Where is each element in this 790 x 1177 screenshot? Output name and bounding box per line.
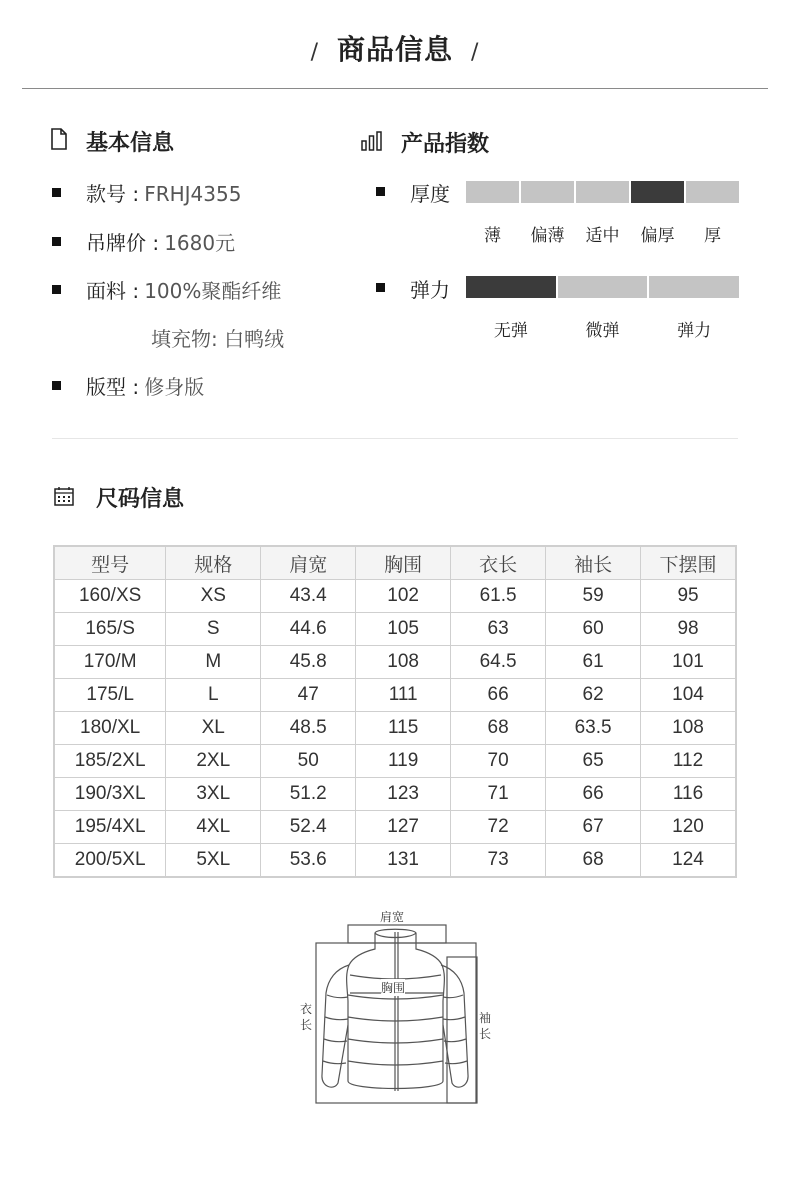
table-cell: 104 <box>641 679 736 712</box>
table-cell: 116 <box>641 778 736 811</box>
table-header-row <box>54 546 736 580</box>
scale-option-label: 偏薄 <box>530 226 565 246</box>
table-cell: 95 <box>641 580 736 613</box>
bullet-icon <box>52 285 61 294</box>
basic-info-title: 基本信息 <box>86 131 175 156</box>
table-cell: 105 <box>356 613 451 646</box>
table-cell: S <box>166 613 261 646</box>
table-row <box>54 778 736 811</box>
table-cell: 98 <box>641 613 736 646</box>
size-info-title: 尺码信息 <box>96 487 185 512</box>
length-label-2: 长 <box>300 1018 313 1032</box>
table-cell: 68 <box>451 712 546 745</box>
product-index-title: 产品指数 <box>401 132 490 157</box>
scale-segment <box>649 276 739 298</box>
elasticity-label: 弹力 <box>410 278 450 302</box>
scale-segment <box>631 181 684 203</box>
table-cell: 131 <box>356 844 451 878</box>
scale-option-label: 弹力 <box>677 321 712 341</box>
column-header: 胸围 <box>356 546 451 580</box>
header-divider <box>22 88 768 89</box>
elasticity-scale-bar <box>466 276 739 298</box>
scale-option-label: 薄 <box>484 226 501 246</box>
table-cell: 4XL <box>166 811 261 844</box>
table-cell: 61 <box>546 646 641 679</box>
chest-label: 胸围 <box>381 981 406 995</box>
table-cell: 102 <box>356 580 451 613</box>
bullet-icon <box>376 187 385 196</box>
calendar-icon <box>54 486 74 510</box>
table-cell: 124 <box>641 844 736 878</box>
bar-chart-icon <box>361 131 383 155</box>
size-table-body <box>54 580 736 878</box>
table-cell: 119 <box>356 745 451 778</box>
column-header: 规格 <box>166 546 261 580</box>
scale-option-label: 厚 <box>704 226 721 246</box>
table-cell: 65 <box>546 745 641 778</box>
scale-segment <box>466 276 556 298</box>
table-cell: 70 <box>451 745 546 778</box>
table-row <box>54 811 736 844</box>
table-cell: 3XL <box>166 778 261 811</box>
table-cell: 66 <box>451 679 546 712</box>
thickness-scale-bar <box>466 181 739 203</box>
table-cell: 190/3XL <box>54 778 166 811</box>
table-cell: 52.4 <box>261 811 356 844</box>
info-key: 吊牌价 : <box>86 231 160 255</box>
table-cell: 51.2 <box>261 778 356 811</box>
thickness-label: 厚度 <box>410 182 450 206</box>
info-value: 100%聚酯纤维 <box>144 279 282 303</box>
table-cell: 160/XS <box>54 580 166 613</box>
table-cell: 64.5 <box>451 646 546 679</box>
bullet-icon <box>52 381 61 390</box>
scale-segment <box>521 181 574 203</box>
table-cell: 120 <box>641 811 736 844</box>
table-cell: 66 <box>546 778 641 811</box>
scale-segment <box>466 181 519 203</box>
table-cell: 5XL <box>166 844 261 878</box>
table-cell: 180/XL <box>54 712 166 745</box>
info-row-fabric <box>86 275 281 304</box>
table-cell: 61.5 <box>451 580 546 613</box>
table-cell: 115 <box>356 712 451 745</box>
table-cell: 53.6 <box>261 844 356 878</box>
page-title <box>0 28 790 68</box>
table-cell: 63.5 <box>546 712 641 745</box>
table-cell: 175/L <box>54 679 166 712</box>
sleeve-label-2: 长 <box>479 1027 492 1041</box>
info-key: 面料 : <box>86 279 140 303</box>
table-cell: 47 <box>261 679 356 712</box>
table-cell: 195/4XL <box>54 811 166 844</box>
table-cell: 200/5XL <box>54 844 166 878</box>
column-header: 下摆围 <box>641 546 736 580</box>
info-value: 1680元 <box>164 231 236 255</box>
table-cell: 72 <box>451 811 546 844</box>
scale-option-label: 适中 <box>585 226 620 246</box>
table-cell: L <box>166 679 261 712</box>
bullet-icon <box>52 188 61 197</box>
table-cell: 48.5 <box>261 712 356 745</box>
table-cell: M <box>166 646 261 679</box>
table-cell: 170/M <box>54 646 166 679</box>
table-cell: 123 <box>356 778 451 811</box>
section-divider <box>52 438 738 439</box>
bullet-icon <box>52 237 61 246</box>
table-cell: 2XL <box>166 745 261 778</box>
table-cell: 185/2XL <box>54 745 166 778</box>
table-cell: 108 <box>356 646 451 679</box>
table-cell: 45.8 <box>261 646 356 679</box>
size-table <box>53 545 737 878</box>
scale-segment <box>686 181 739 203</box>
table-cell: XS <box>166 580 261 613</box>
table-cell: 165/S <box>54 613 166 646</box>
info-value: FRHJ4355 <box>144 182 242 206</box>
info-row-price <box>86 227 235 256</box>
elasticity-scale-labels <box>466 316 739 341</box>
table-cell: 71 <box>451 778 546 811</box>
sleeve-label-1: 袖 <box>479 1011 492 1025</box>
table-cell: 68 <box>546 844 641 878</box>
table-cell: 108 <box>641 712 736 745</box>
page-title-text: 商品信息 <box>336 33 453 66</box>
table-row <box>54 844 736 878</box>
table-cell: 112 <box>641 745 736 778</box>
table-cell: 43.4 <box>261 580 356 613</box>
table-row <box>54 712 736 745</box>
table-row <box>54 679 736 712</box>
table-cell: 44.6 <box>261 613 356 646</box>
scale-option-label: 无弹 <box>493 321 528 341</box>
shoulder-label: 肩宽 <box>380 910 405 924</box>
table-row <box>54 646 736 679</box>
title-slash-left: / <box>310 40 319 65</box>
scale-option-label: 微弹 <box>585 321 620 341</box>
document-icon <box>50 128 68 154</box>
column-header: 肩宽 <box>261 546 356 580</box>
thickness-scale-labels <box>466 221 739 246</box>
column-header: 型号 <box>54 546 166 580</box>
table-cell: 63 <box>451 613 546 646</box>
jacket-measurement-diagram <box>290 905 500 1110</box>
info-row-fit <box>86 371 204 400</box>
info-key: 版型 : <box>86 375 140 399</box>
jacket-outline-icon <box>290 905 500 1110</box>
length-label-1: 衣 <box>300 1002 313 1016</box>
table-cell: 67 <box>546 811 641 844</box>
table-cell: 50 <box>261 745 356 778</box>
info-key: 款号 : <box>86 182 140 206</box>
table-cell: XL <box>166 712 261 745</box>
table-cell: 59 <box>546 580 641 613</box>
column-header: 衣长 <box>451 546 546 580</box>
table-row <box>54 580 736 613</box>
scale-option-label: 偏厚 <box>640 226 675 246</box>
table-cell: 127 <box>356 811 451 844</box>
scale-segment <box>558 276 648 298</box>
info-row-style-no <box>86 178 241 207</box>
table-cell: 73 <box>451 844 546 878</box>
table-row <box>54 613 736 646</box>
column-header: 袖长 <box>546 546 641 580</box>
scale-segment <box>576 181 629 203</box>
bullet-icon <box>376 283 385 292</box>
info-value: 修身版 <box>144 375 205 399</box>
table-cell: 60 <box>546 613 641 646</box>
info-row-filling: 填充物: 白鸭绒 <box>151 327 285 351</box>
table-cell: 101 <box>641 646 736 679</box>
table-cell: 62 <box>546 679 641 712</box>
table-row <box>54 745 736 778</box>
table-cell: 111 <box>356 679 451 712</box>
title-slash-right: / <box>471 40 480 65</box>
